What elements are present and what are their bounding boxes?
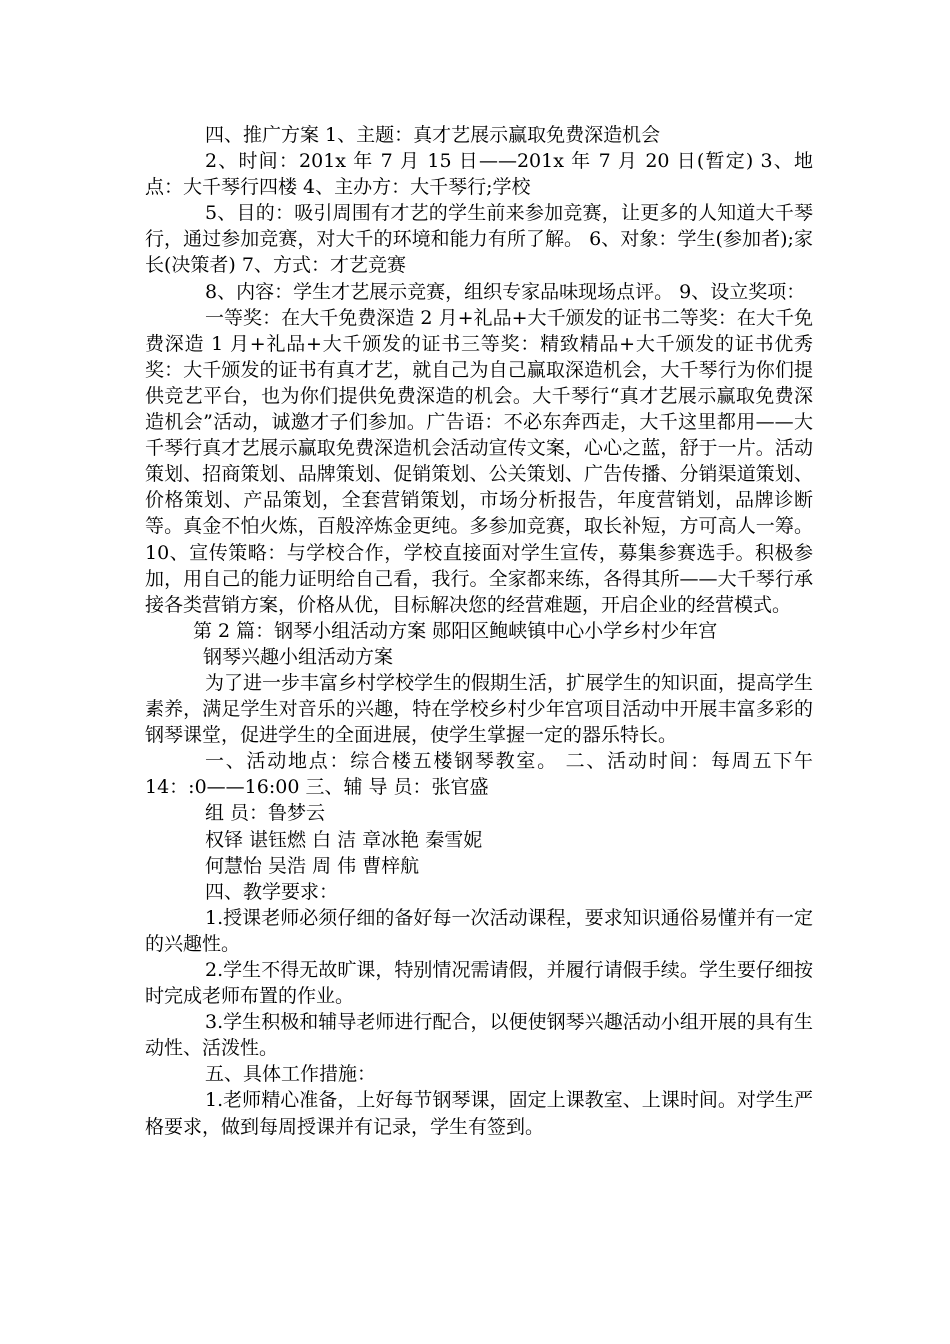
- paragraph-awards: 一等奖：在大千免费深造 2 月+礼品+大千颁发的证书二等奖：在大千免费深造 1 月+礼品+大千颁发的证书三等奖：精致精品+大千颁发的证书优秀奖：大千颁发的证书有真才艺，就自己为自己赢取深造机会，大千琴行为你们提供竞艺平台，也为你们提供免费深造的机会。大千琴行“真才艺展示赢取免费深造机会”活动，诚邀才子们参加。广告语：不必东奔西走，大千这里都用——大千琴行真才艺展示赢取免费深造机会活动宣传文案，心心之蓝，舒于一片。活动策划、招商策划、品牌策划、促销策划、公关策划、广告传播、分销渠道策划、价格策划、产品策划，全套营销策划，市场分析报告，年度营销划，品牌诊断等。真金不怕火炼，百般淬炼金更纯。多参加竞赛，取长补短，方可高人一筹。 10、宣传策略：与学校合作，学校直接面对学生宣传，募集参赛选手。积极参加，用自己的能力证明给自己看，我行。全家都来练，各得其所——大千琴行承接各类营销方案，价格从优，目标解决您的经营难题，开启企业的经营模式。: [145, 306, 813, 616]
- section-subheading: 钢琴兴趣小组活动方案: [203, 645, 394, 668]
- requirement-3: 3.学生积极和辅导老师进行配合，以便使钢琴兴趣活动小组开展的具有生动性、活泼性。: [145, 1011, 813, 1060]
- paragraph-time-location: 2、时间：201x 年 7 月 15 日——201x 年 7 月 20 日(暂定) 3、地点：大千琴行四楼 4、主办方：大千琴行;学校: [145, 150, 813, 199]
- document-body: [145, 122, 813, 1140]
- heading-teaching-requirements: 四、教学要求：: [205, 880, 339, 903]
- heading-work-measures: 五、具体工作措施：: [205, 1063, 377, 1086]
- section-heading-part-2: 第 2 篇：钢琴小组活动方案 郧阳区鲍峡镇中心小学乡村少年宫: [193, 619, 718, 642]
- paragraph-promotion-plan: 四、推广方案 1、主题：真才艺展示赢取免费深造机会: [205, 124, 661, 146]
- paragraph-content: 8、内容：学生才艺展示竞赛，组织专家品味现场点评。 9、设立奖项：: [205, 280, 806, 303]
- members-line: 组 员：鲁梦云: [205, 802, 326, 825]
- measure-1: 1.老师精心准备，上好每节钢琴课，固定上课教室、上课时间。对学生严格要求，做到每周授课并有记录，学生有签到。: [145, 1089, 813, 1138]
- members-names-2: 何慧怡 吴浩 周 伟 曹梓航: [205, 854, 420, 877]
- requirement-1: 1.授课老师必须仔细的备好每一次活动课程，要求知识通俗易懂并有一定的兴趣性。: [145, 906, 813, 955]
- requirement-2: 2.学生不得无故旷课，特别情况需请假，并履行请假手续。学生要仔细按时完成老师布置的作业。: [145, 959, 813, 1008]
- paragraph-intro: 为了进一步丰富乡村学校学生的假期生活，扩展学生的知识面，提高学生素养，满足学生对音乐的兴趣，特在学校乡村少年宫项目活动中开展丰富多彩的钢琴课堂，促进学生的全面进展，使学生掌握一定的器乐特长。: [145, 671, 814, 747]
- paragraph-location-time: 一、活动地点：综合楼五楼钢琴教室。 二、活动时间：每周五下午 14：:0——16:00 三、辅 导 员：张官盛: [145, 750, 813, 799]
- members-names-1: 权铎 谌钰燃 白 洁 章冰艳 秦雪妮: [205, 828, 483, 851]
- paragraph-purpose: 5、目的：吸引周围有才艺的学生前来参加竞赛，让更多的人知道大千琴行，通过参加竞赛，对大千的环境和能力有所了解。 6、对象：学生(参加者);家长(决策者) 7、方式：才艺竞赛: [145, 202, 813, 277]
